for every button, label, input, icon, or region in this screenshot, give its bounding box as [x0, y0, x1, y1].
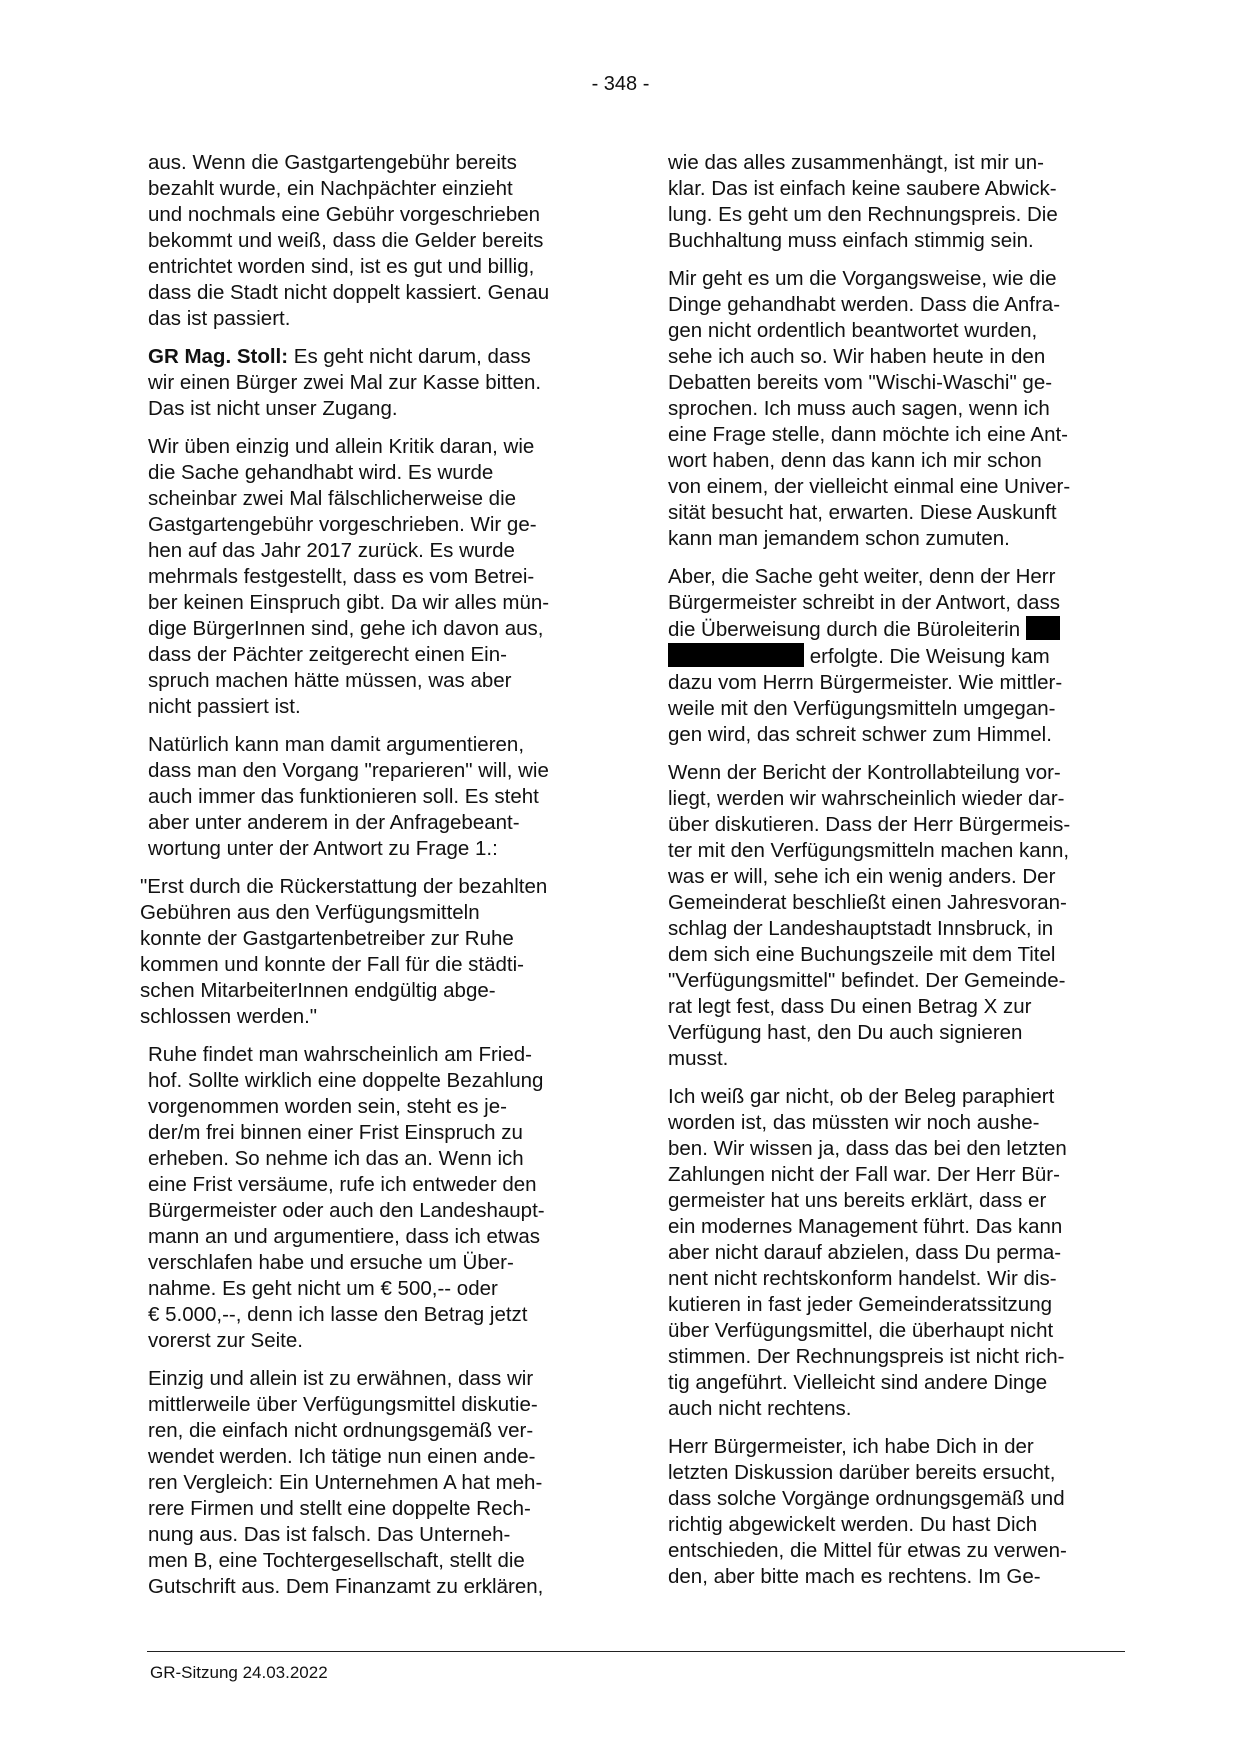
- paragraph: Wenn der Bericht der Kontrollabteilung vor- liegt, werden wir wahrscheinlich wieder dar- über diskutieren. Dass der Herr Bürgermeis- ter mit den Verfügungsmitteln machen kann, was er will, sehe ich ein wenig anders. Der Gemeinderat beschließt einen Jahresvoran- schlag der Landeshauptstadt Innsbruck, in dem sich eine Buchungszeile mit dem Titel "Verfügungsmittel" befindet. Der Gemeinde- rat legt fest, dass Du einen Betrag X zur Verfügung hast, den Du auch signieren musst.: [668, 761, 1071, 1070]
- paragraph-text-part: Aber, die Sache geht weiter, denn der Herr Bürgermeister schreibt in der Antwort, dass die Überweisung durch die Büroleiterin: [668, 565, 1060, 641]
- paragraph: aus. Wenn die Gastgartengebühr bereits bezahlt wurde, ein Nachpächter einzieht und nochmals eine Gebühr vorgeschrieben bekommt und weiß, dass die Gelder bereits entrichtet worden sind, ist es gut und billig, dass die Stadt nicht doppelt kassiert. Genau das ist passiert.: [148, 151, 550, 330]
- paragraph: wie das alles zusammenhängt, ist mir un- klar. Das ist einfach keine saubere Abwick- lung. Es geht um den Rechnungspreis. Die Buchhaltung muss einfach stimmig sein.: [668, 151, 1058, 252]
- redaction-block: [668, 643, 804, 667]
- paragraph: Einzig und allein ist zu erwähnen, dass wir mittlerweile über Verfügungsmittel diskutie- ren, die einfach nicht ordnungsgemäß ver- wendet werden. Ich tätige nun einen ande- ren Vergleich: Ein Unternehmen A hat meh- rere Firmen und stellt eine doppelte Rech- nung aus. Das ist falsch. Das Unterneh- men B, eine Tochtergesellschaft, stellt die Gutschrift aus. Dem Finanzamt zu erklären,: [148, 1367, 544, 1598]
- paragraph: Ich weiß gar nicht, ob der Beleg paraphiert worden ist, das müssten wir noch aushe- ben. Wir wissen ja, dass das bei den letzten Zahlungen nicht der Fall war. Der Herr Bür- germeister hat uns bereits erklärt, dass er ein modernes Management führt. Das kann aber nicht darauf abzielen, dass Du perma- nent nicht rechtskonform handelst. Wir dis- kutieren in fast jeder Gemeinderatssitzung über Verfügungsmittel, die überhaupt nicht stimmen. Der Rechnungspreis ist nicht rich- tig angeführt. Vielleicht sind andere Dinge auch nicht rechtens.: [668, 1085, 1067, 1420]
- page-number: - 348 -: [591, 73, 650, 95]
- right-column: [668, 150, 1118, 1602]
- paragraph: Mir geht es um die Vorgangsweise, wie die Dinge gehandhabt werden. Dass die Anfra- gen nicht ordentlich beantwortet wurden, sehe ich auch so. Wir haben heute in den Debatten bereits vom "Wischi-Waschi" ge- sprochen. Ich muss auch sagen, wenn ich eine Frage stelle, dann möchte ich eine Ant- wort haben, denn das kann ich mir schon von einem, der vielleicht einmal eine Univer- sität besucht hat, erwarten. Diese Auskunft kann man jemandem schon zumuten.: [668, 267, 1071, 550]
- paragraph-speaker: [148, 344, 598, 422]
- speaker-name: GR Mag. Stoll:: [148, 345, 289, 368]
- footer-divider: [147, 1651, 1125, 1652]
- paragraph: Herr Bürgermeister, ich habe Dich in der letzten Diskussion darüber bereits ersucht, dass solche Vorgänge ordnungsgemäß und richtig abgewickelt werden. Du hast Dich entschieden, die Mittel für etwas zu verwen- den, aber bitte mach es rechtens. Im Ge-: [668, 1435, 1067, 1588]
- paragraph-with-redaction: [668, 564, 1118, 748]
- paragraph-text-part: erfolgte. Die Weisung kam dazu vom Herrn Bürgermeister. Wie mittler- weile mit den Verfügungsmitteln umgegan- gen wird, das schreit schwer zum Himmel.: [668, 645, 1063, 746]
- quotation: "Erst durch die Rückerstattung der bezahlten Gebühren aus den Verfügungsmitteln konnte der Gastgartenbetreiber zur Ruhe kommen und konnte der Fall für die städti- schen MitarbeiterInnen endgültig abge- schlossen werden.": [140, 875, 548, 1028]
- footer-session-date: GR-Sitzung 24.03.2022: [150, 1663, 328, 1682]
- paragraph: Wir üben einzig und allein Kritik daran, wie die Sache gehandhabt wird. Es wurde scheinbar zwei Mal fälschlicherweise die Gastgartengebühr vorgeschrieben. Wir ge- hen auf das Jahr 2017 zurück. Es wurde mehrmals festgestellt, dass es vom Betrei- ber keinen Einspruch gibt. Da wir alles mün- dige BürgerInnen sind, gehe ich davon aus, dass der Pächter zeitgerecht einen Ein- spruch machen hätte müssen, was aber nicht passiert ist.: [148, 435, 550, 718]
- paragraph: Ruhe findet man wahrscheinlich am Fried- hof. Sollte wirklich eine doppelte Bezahlung vorgenommen worden sein, steht es je- der/m frei binnen einer Frist Einspruch zu erheben. So nehme ich das an. Wenn ich eine Frist versäume, rufe ich entweder den Bürgermeister oder auch den Landeshaupt- mann an und argumentiere, dass ich etwas verschlafen habe und ersuche um Über- nahme. Es geht nicht um € 500,-- oder € 5.000,--, denn ich lasse den Betrag jetzt vorerst zur Seite.: [148, 1043, 545, 1352]
- speaker-text: Es geht nicht darum, dass wir einen Bürger zwei Mal zur Kasse bitten. Das ist nicht unser Zugang.: [148, 345, 542, 420]
- paragraph: Natürlich kann man damit argumentieren, dass man den Vorgang "reparieren" will, wie auch immer das funktionieren soll. Es steht aber unter anderem in der Anfragebeant- wortung unter der Antwort zu Frage 1.:: [148, 733, 549, 860]
- left-column: [140, 150, 598, 1612]
- redaction-block: [1026, 616, 1060, 640]
